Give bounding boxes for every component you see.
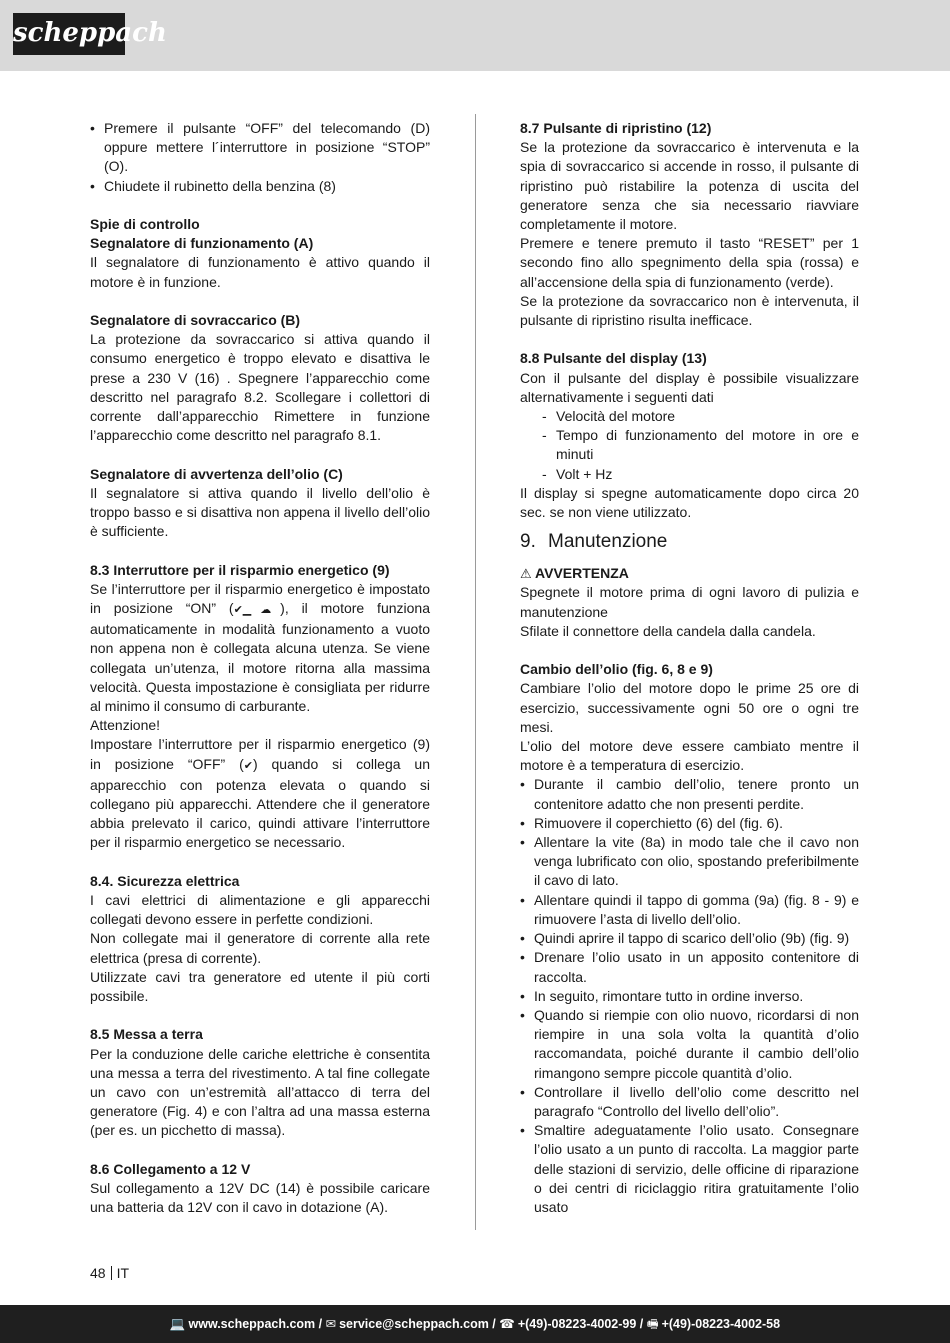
paragraph: Per la conduzione delle cariche elettriche è consentita una messa a terra del rivestimento. A tal fine collegate un cavo con un’estremità all’attacco di terra del generatore (Fig. 4) e con l’altra ad una massa esterna (per es. un picchetto di massa). bbox=[90, 1045, 430, 1139]
chapter-number: 9. bbox=[520, 531, 536, 553]
paragraph: Il display si spegne automaticamente dopo circa 20 sec. se non viene utilizzato. bbox=[520, 484, 859, 521]
eco-on-icon: ✔▁☁ bbox=[233, 604, 281, 617]
paragraph: Se la protezione da sovraccarico non è intervenuta, il pulsante di ripristino risulta inefficace. bbox=[520, 292, 859, 329]
list-item: - Tempo di funzionamento del motore in ore e minuti bbox=[520, 426, 859, 464]
list-item: • Chiudete il rubinetto della benzina (8) bbox=[90, 177, 430, 196]
intro-list bbox=[90, 119, 430, 196]
text-span: ) quando si collega un apparecchio con potenza elevata o quando si collegano più apparecchi. Attendere che il generatore abbia prelevato il carico, quindi attivare l’interruttore per il risparmio energetico se necessario. bbox=[90, 755, 430, 851]
section-heading: Cambio dell’olio (fig. 6, 8 e 9) bbox=[520, 661, 713, 678]
left-column bbox=[90, 119, 430, 1217]
section-heading: 8.6 Collegamento a 12 V bbox=[90, 1160, 251, 1177]
display-data-list bbox=[520, 407, 859, 484]
computer-icon: 💻 bbox=[169, 1317, 186, 1331]
text-span: Impostare l’interruttore per il risparmio energetico (9) in posizione “OFF” ( bbox=[90, 736, 430, 772]
paragraph: I cavi elettrici di alimentazione e gli apparecchi collegati devono essere in perfette condizioni. bbox=[90, 892, 430, 928]
subsection-heading: Segnalatore di funzionamento (A) bbox=[90, 235, 314, 252]
section-heading: Spie di controllo bbox=[90, 216, 200, 232]
right-column bbox=[520, 119, 859, 1217]
email-link[interactable]: service@scheppach.com bbox=[339, 1317, 489, 1331]
oil-change-list bbox=[520, 775, 859, 1217]
list-item: • In seguito, rimontare tutto in ordine inverso. bbox=[520, 987, 859, 1006]
list-item: • Allentare la vite (8a) in modo tale che il cavo non venga lubrificato con olio, spostando preferibilmente il cavo di lato. bbox=[520, 833, 859, 891]
paragraph: Il segnalatore di funzionamento è attivo quando il motore è in funzione. bbox=[90, 254, 430, 290]
website-link[interactable]: www.scheppach.com bbox=[188, 1317, 316, 1331]
column-divider bbox=[475, 114, 476, 1230]
chapter-title: Manutenzione bbox=[548, 531, 668, 553]
paragraph: Cambiare l’olio del motore dopo le prime 25 ore di esercizio, successivamente ogni 50 ore o ogni tre mesi. bbox=[520, 680, 859, 735]
phone-number: +(49)-08223-4002-99 bbox=[517, 1317, 637, 1331]
list-item: • Quando si riempie con olio nuovo, ricordarsi di non riempire in una sola volta la quantità d’olio raccomandata, poiché durante il cambio dell’olio rimangono sempre piccole quantità d’olio. bbox=[520, 1006, 859, 1083]
list-item: • Quindi aprire il tappo di scarico dell’olio (9b) (fig. 9) bbox=[520, 929, 859, 948]
paragraph: Utilizzate cavi tra generatore ed utente il più corti possibile. bbox=[90, 968, 430, 1005]
eco-off-icon: ✔ bbox=[243, 759, 253, 772]
paragraph: Attenzione! bbox=[90, 717, 161, 734]
list-item: • Drenare l’olio usato in un apposito contenitore di raccolta. bbox=[520, 948, 859, 986]
warning-icon: ⚠ bbox=[520, 566, 532, 582]
separator: / bbox=[636, 1317, 647, 1331]
subsection-heading: Segnalatore di avvertenza dell’olio (C) bbox=[90, 465, 343, 482]
brand-logo: scheppach bbox=[13, 13, 125, 55]
section-heading: 8.3 Interruttore per il risparmio energetico (9) bbox=[90, 561, 390, 578]
paragraph: Sul collegamento a 12V DC (14) è possibile caricare una batteria da 12V con il cavo in dotazione (A). bbox=[90, 1180, 430, 1216]
text-span: Se l’interruttore per il risparmio energetico è impostato in posizione “ON” ( bbox=[90, 580, 430, 617]
paragraph: Sfilate il connettore della candela dalla candela. bbox=[520, 622, 816, 639]
paragraph bbox=[90, 735, 430, 852]
list-item: • Controllare il livello dell’olio come descritto nel paragrafo “Controllo del livello dell’olio”. bbox=[520, 1083, 859, 1121]
paragraph: Il segnalatore si attiva quando il livello dell’olio è troppo basso e si disattiva non appena il livello dell’olio è sufficiente. bbox=[90, 484, 430, 540]
warning-heading bbox=[520, 564, 859, 583]
text-span: ), il motore funziona automaticamente in modalità funzionamento a vuoto non appena non è collegata alcuna utenza. Se viene collegata un’utenza, il motore ritorna alla massima velocità. Questa impostazione è consigliata per ridurre al minimo il consumo di carburante. bbox=[90, 600, 430, 715]
separator: / bbox=[488, 1317, 500, 1331]
paragraph: Premere e tenere premuto il tasto “RESET” per 1 secondo fino allo spegnimento della spia (rossa) e all’accensione della spia di funzionamento (verde). bbox=[520, 235, 859, 290]
list-item: • Allentare quindi il tappo di gomma (9a) (fig. 8 - 9) e rimuovere l’asta di livello dell’olio. bbox=[520, 891, 859, 929]
footer-bar bbox=[0, 1305, 950, 1343]
section-heading: 8.5 Messa a terra bbox=[90, 1026, 203, 1043]
paragraph: L’olio del motore deve essere cambiato mentre il motore è a temperatura di esercizio. bbox=[520, 738, 859, 774]
page-number-value: 48 bbox=[90, 1265, 106, 1281]
list-item: • Premere il pulsante “OFF” del telecomando (D) oppure mettere l´interruttore in posizione “STOP” (O). bbox=[90, 119, 430, 177]
paragraph: Se la protezione da sovraccarico è intervenuta e la spia di sovraccarico si accende in rosso, il pulsante di ripristino può ristabilire la potenza di uscita del generatore senza che sia necessario riavviare completamente il motore. bbox=[520, 139, 859, 233]
warning-label: AVVERTENZA bbox=[535, 565, 629, 582]
list-item: - Velocità del motore bbox=[520, 407, 859, 426]
chapter-heading bbox=[520, 530, 859, 554]
page-number-separator bbox=[111, 1266, 112, 1280]
list-item: • Rimuovere il coperchietto (6) del (fig. 6). bbox=[520, 814, 859, 833]
paragraph: La protezione da sovraccarico si attiva quando il consumo energetico è troppo elevato e disattiva le prese a 230 V (16) . Spegnere l’apparecchio come descritto nel paragrafo 8.2. Scollegare i collettori di corrente dall’apparecchio Rimettere in funzione l’apparecchio come descritto nel paragrafo 8.1. bbox=[90, 331, 430, 444]
separator: / bbox=[315, 1317, 326, 1331]
list-item: • Durante il cambio dell’olio, tenere pronto un contenitore adatto che non presenti perdite. bbox=[520, 775, 859, 813]
paragraph: Non collegate mai il generatore di corrente alla rete elettrica (presa di corrente). bbox=[90, 930, 430, 966]
paragraph bbox=[90, 580, 430, 716]
subsection-heading: Segnalatore di sovraccarico (B) bbox=[90, 312, 301, 328]
fax-number: +(49)-08223-4002-58 bbox=[661, 1317, 781, 1331]
fax-icon: 🖷 bbox=[646, 1317, 659, 1331]
page-language: IT bbox=[116, 1265, 130, 1281]
phone-icon: ☎ bbox=[499, 1317, 515, 1331]
section-heading: 8.8 Pulsante del display (13) bbox=[520, 350, 707, 367]
section-heading: 8.4. Sicurezza elettrica bbox=[90, 872, 240, 889]
header-bar bbox=[0, 0, 950, 71]
page-number bbox=[90, 1264, 129, 1283]
list-item: • Smaltire adeguatamente l’olio usato. Consegnare l’olio usato a un punto di raccolta. La maggior parte delle stazioni di servizio, delle officine di riparazione o dei centri di riciclaggio ritira gratuitamente l’olio usato bbox=[520, 1121, 859, 1217]
section-heading: 8.7 Pulsante di ripristino (12) bbox=[520, 120, 712, 136]
paragraph: Con il pulsante del display è possibile visualizzare alternativamente i seguenti dati bbox=[520, 369, 859, 405]
list-item: - Volt + Hz bbox=[520, 465, 859, 484]
mail-icon: ✉ bbox=[325, 1317, 337, 1331]
paragraph: Spegnete il motore prima di ogni lavoro di pulizia e manutenzione bbox=[520, 584, 859, 620]
